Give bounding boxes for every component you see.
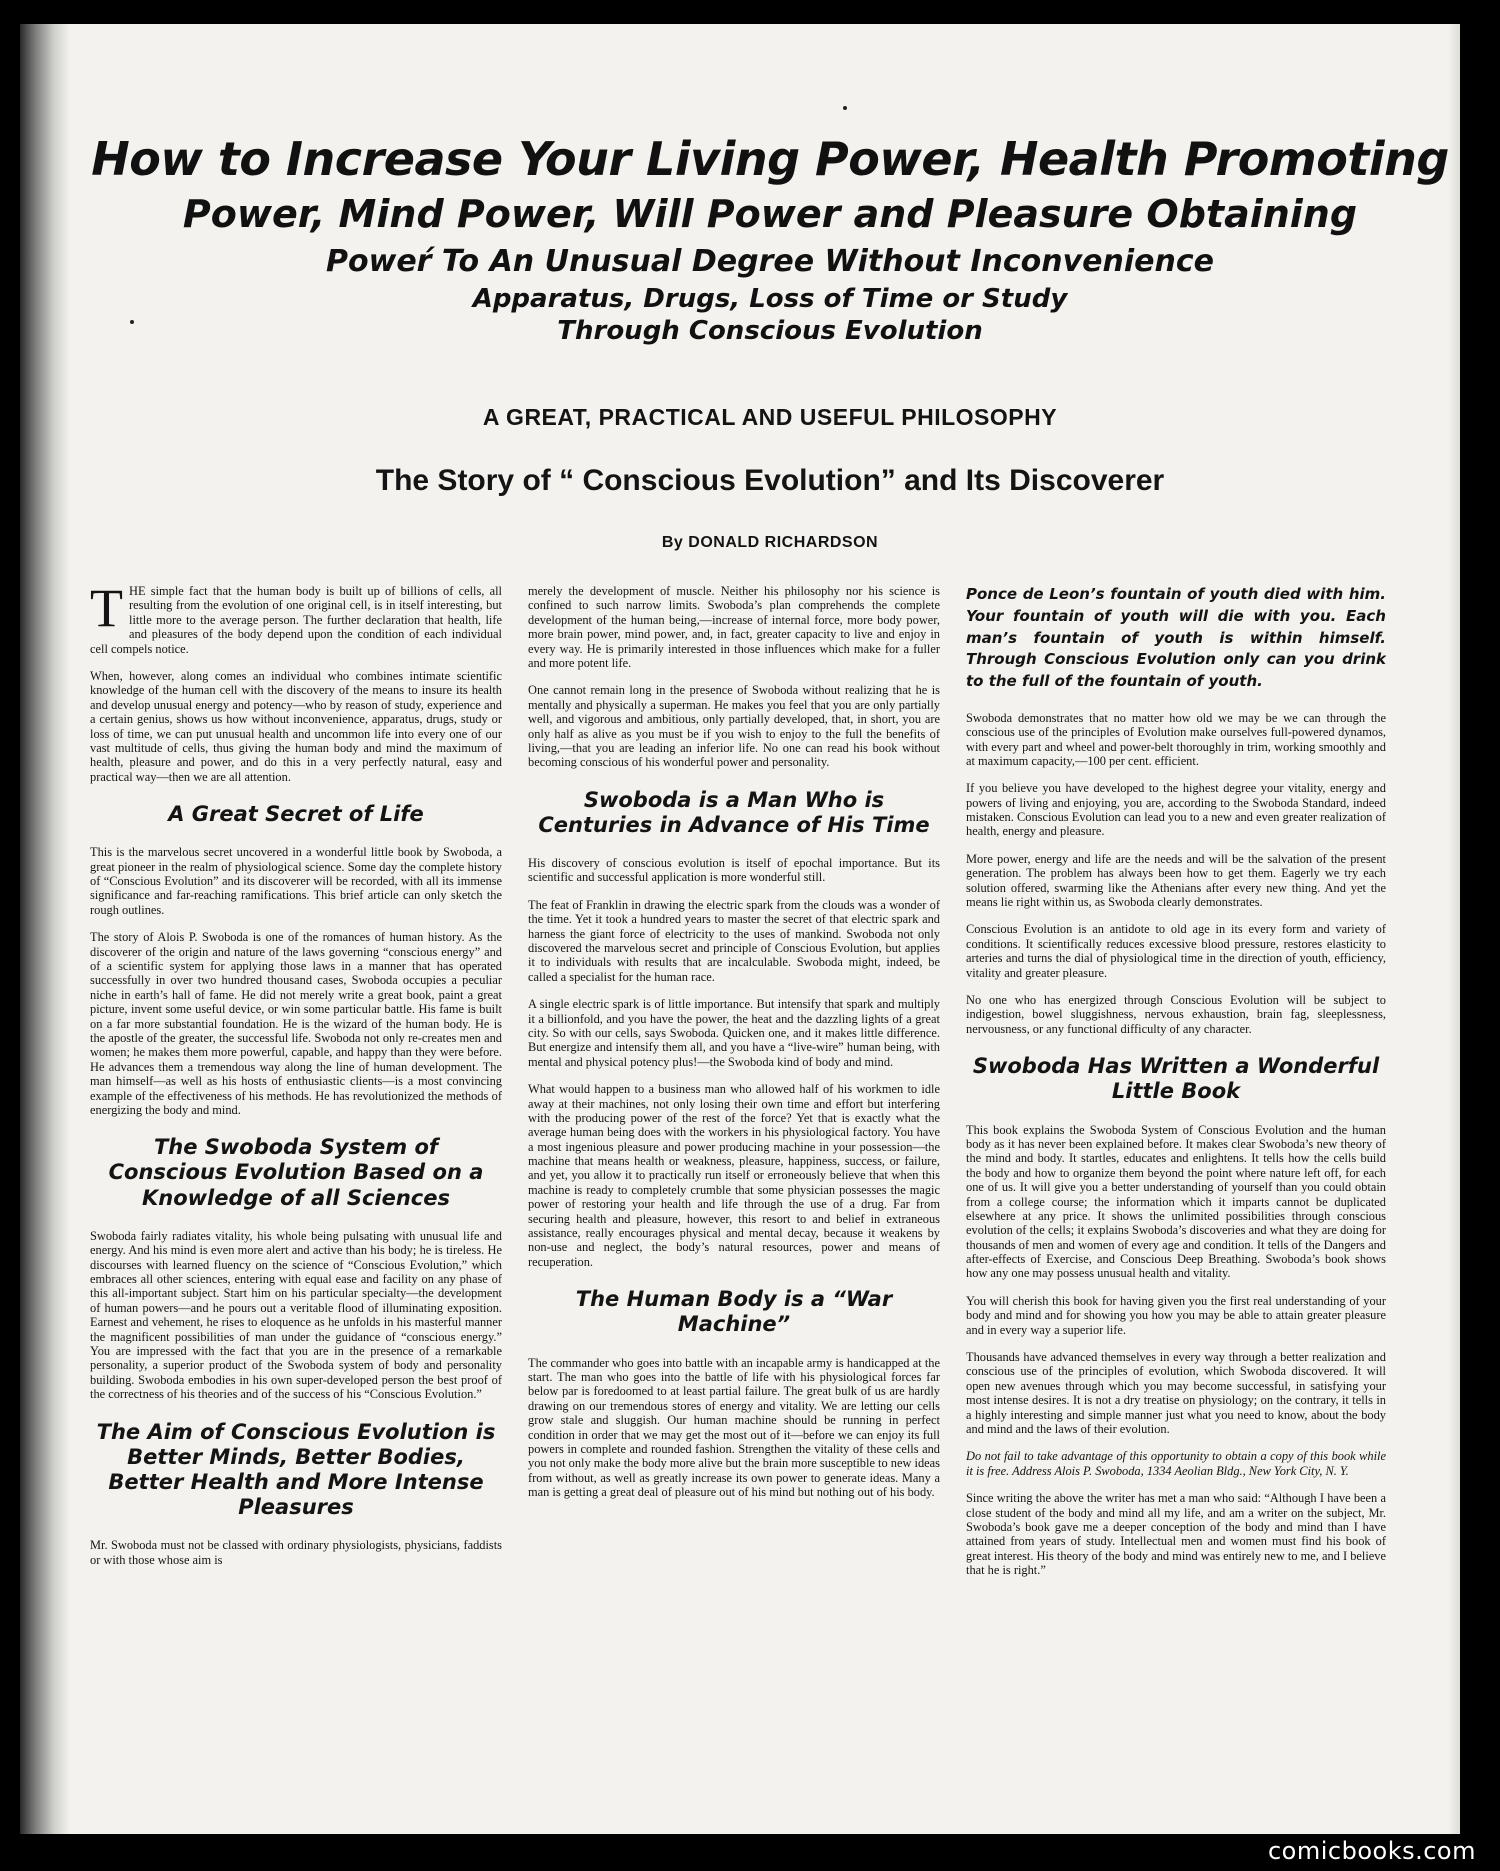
body-paragraph: The story of Alois P. Swoboda is one of the romances of human history. As the discoverer of the origin and nature of the laws governing “conscious energy” and of a scientific system for applying those laws in a manner that has operated successfully in over two hundred thousand cases, Swoboda occupies a peculiar niche in earth’s hall of fame. He did not merely write a great book, paint a great picture, invent some useful device, or win some particular battle. His fame is built on a far more substantial foundation. He is the wizard of the human body. He is the apostle of the greater, the successful life. Swoboda not only re-creates men and women; he makes them more powerful, capable, and happy than they were before. He advances them a tremendous way along the line of human development. The man himself—as well as his hosts of enthusiastic clients—is a most convincing example of the effectiveness of his methods. He has revolutionized the methods of energizing the body and mind. — [90, 930, 502, 1117]
pull-quote: Ponce de Leon’s fountain of youth died with him. Your fountain of youth will die with you. Each man’s fountain of youth is within himself. Through Conscious Evolution only can you drink to the full of the fountain of youth. — [966, 585, 1386, 690]
headline-line-3: Poweŕ To An Unusual Degree Without Inconvenience — [326, 244, 1214, 279]
body-paragraph: The commander who goes into battle with an incapable army is handicapped at the start. The man who goes into the battle of life with his physiological forces far below par is foredoomed to at least partial failure. The great bulk of us are hardly drawing on our tremendous stores of energy and vitality. We are letting our cells grow stale and sluggish. Our human machine should be running in perfect condition in order that we may get the most out of it—before we can enjoy its full powers in complete and rounded fashion. Strengthen the vitality of these cells and you not only make the body more alive but the brain more susceptible to new ideas from without, as well as greatly increase its own power to generate ideas. Many a man is getting a great deal of pleasure out of his mind but nothing out of his body. — [528, 1355, 940, 1500]
body-paragraph: One cannot remain long in the presence of Swoboda without realizing that he is mentally and physically a superman. He makes you feel that you are only partially well, and vigorous and ambitious, only partially developed, that, in short, you are only half as alive as you must be if you wish to enjoy to the full the benefits of living,—that you are leading an inferior life. No one can read his book without becoming conscious of his wonderful power and personality. — [528, 683, 940, 770]
subheading: A Great Secret of Life — [168, 802, 424, 827]
headline-line-5: Through Conscious Evolution — [557, 316, 983, 346]
paragraph-text: HE simple fact that the human body is built up of billions of cells, all resulting from the evolution of one original cell, is in itself interesting, but little more to the average person. The further declaration that health, life and pleasures of the body depend upon the condition of each individual cell compels notice. — [90, 584, 502, 656]
subheading: The Human Body is a “War Machine” — [575, 1287, 893, 1337]
drop-cap: T — [90, 584, 123, 638]
article-column-3 — [966, 584, 1386, 1824]
subheading: Swoboda is a Man Who is Centuries in Advance of His Time — [538, 787, 930, 837]
body-paragraph: This book explains the Swoboda System of Conscious Evolution and the human body as it has never been explained before. It makes clear Swoboda’s new theory of the mind and body. It startles, educates and enlightens. It tells how the cells build the body and how to organize them beyond the point where nature left off, for each one of us. It will give you a better understanding of yourself than you could obtain from a college course; the information which it imparts cannot be duplicated elsewhere at any price. It shows the unlimited possibilities through conscious evolution of the cells; it explains Swoboda’s discoveries and what they are doing for thousands of men and women of every age and condition. It tells of the Dangers and after-effects of Exercise, and Conscious Deep Breathing. Swoboda’s book shows how any one may possess unusual health and vitality. — [966, 1122, 1386, 1281]
subheading: The Aim of Conscious Evolution is Better Minds, Better Bodies, Better Health and More Intense Pleasures — [96, 1419, 496, 1520]
magazine-page — [20, 24, 1460, 1834]
body-paragraph: A single electric spark is of little importance. But intensify that spark and multiply it a billionfold, and you have the power, the heat and the dazzling lights of a great city. So with our cells, says Swoboda. Quicken one, and it makes little difference. But energize and intensify them all, and you have a “live-wire” human being, with mental and physical potency plus!—the Swoboda kind of body and mind. — [528, 997, 940, 1069]
print-speck — [843, 106, 847, 110]
body-paragraph: Swoboda demonstrates that no matter how old we may be we can through the conscious use of the principles of Evolution make ourselves full-powered dynamos, with every part and wheel and power-belt thoroughly in trim, working smoothly and at maximum capacity,—100 per cent. efficient. — [966, 710, 1386, 768]
article-column-1 — [90, 584, 502, 1824]
body-paragraph: Swoboda fairly radiates vitality, his whole being pulsating with unusual life and energy. And his mind is even more alert and active than his body; he is tireless. He discourses with learned fluency on the science of “Conscious Evolution,” which embraces all other sciences, entering with equal ease and facility on any phase of this all-important subject. Start him on his particular specialty—the development of human powers—and he pours out a veritable flood of illuminating exposition. Earnest and vehement, he rises to eloquence as he unfolds in his masterful manner the magnificent possibilities of man under the guidance of “conscious energy.” You are impressed with the fact that you are in the presence of a remarkable personality, a superior product of the Swoboda system of body and personality building. Swoboda embodies in his own super-developed person the best proof of the correctness of his theories and of the success of his “Conscious Evolution.” — [90, 1228, 502, 1402]
page-binding-gutter — [20, 24, 70, 1834]
body-paragraph: Thousands have advanced themselves in every way through a better realization and conscious use of the principles of evolution, which Swoboda discovered. It will open new avenues through which you may become successful, in satisfying your most intense desires. It is not a dry treatise on physiology; on the contrary, it tells in a highly interesting and simple manner just what you need to know, about the body and mind and the laws of their evolution. — [966, 1350, 1386, 1436]
address-note: Do not fail to take advantage of this opportunity to obtain a copy of this book while it is free. Address Alois P. Swoboda, 1334 Aeolian Bldg., New York City, N. Y. — [966, 1449, 1386, 1478]
kicker-heading: A GREAT, PRACTICAL AND USEFUL PHILOSOPHY — [482, 404, 1058, 430]
body-paragraph: More power, energy and life are the needs and will be the salvation of the present generation. The problem has always been how to get them. Eagerly we try each solution offered, swarming like the Athenians after every new thing. And yet the means lie right within us, as Swoboda clearly demonstrates. — [966, 851, 1386, 910]
body-paragraph: You will cherish this book for having given you the first real understanding of your body and mind and for showing you how you may be able to attain greater pleasure and in every way a superior life. — [966, 1293, 1386, 1337]
body-paragraph: merely the development of muscle. Neither his philosophy nor his science is confined to such narrow limits. Swoboda’s plan comprehends the complete development of the human being,—increase of internal force, more body power, more brain power, mind power, and, in fact, greater capacity to live and enjoy in every way. He is primarily interested in those influences which make for a fuller and more potent life. — [528, 584, 940, 670]
story-title: The Story of “ Conscious Evolution” and Its Discoverer — [375, 464, 1165, 497]
headline-line-2: Power, Mind Power, Will Power and Pleasure Obtaining — [182, 192, 1358, 236]
body-paragraph: Since writing the above the writer has met a man who said: “Although I have been a close student of the body and mind all my life, and am a writer on the subject, Mr. Swoboda’s book gave me a deeper conception of the body and mind than I have attained from years of study. Intellectual men and women must find his book of great interest. His theory of the body and mind was entirely new to me, and I believe that he is right.” — [966, 1491, 1386, 1578]
subheading: The Swoboda System of Conscious Evolution Based on a Knowledge of all Sciences — [108, 1135, 484, 1210]
body-paragraph: This is the marvelous secret uncovered in a wonderful little book by Swoboda, a great pioneer in the realm of physiological science. Some day the complete history of “Conscious Evolution” and its discoverer will be recorded, with all its immense significance and far-reaching ramifications. This brief article can only sketch the rough outlines. — [90, 845, 502, 917]
body-paragraph: What would happen to a business man who allowed half of his workmen to idle away at their machines, not only losing their own time and effort but interfering with the producing power of the rest of the force? Yet that is exactly what the average human being does with the workers in his physiological factory. You have a most ingenious pleasure and power producing machine in your possession—the machine that means health or weakness, pleasure, happiness, success, or failure, and yet, you allow it to practically run itself or erroneously believe that when this machine is ready to completely crumble that some physician possesses the magic power of restoring your health and life through the use of a drug. Far from securing health and pleasure, however, this resort to and belief in extraneous assistance, really encourages physical and mental decay, because it weakens by non-use and neglect, the body’s natural resources, power and means of recuperation. — [528, 1082, 940, 1269]
article-column-2 — [528, 584, 940, 1824]
body-paragraph: Mr. Swoboda must not be classed with ordinary physiologists, physicians, faddists or with those whose aim is — [90, 1538, 502, 1567]
body-paragraph: When, however, along comes an individual who combines intimate scientific knowledge of the human cell with the discovery of the means to insure its health and develop unusual energy and potency—who by reason of study, experience and a certain genius, shows us how without inconvenience, apparatus, drugs, study or loss of time, we can put unusual health and uncommon life into every one of our vast multitude of cells, thus giving the human body and mind the maximum of health, pleasure and power, and do this in a very perfectly natural, easy and practical way—then we are all attention. — [90, 668, 502, 784]
site-watermark: comicbooks.com — [1267, 1837, 1476, 1865]
body-paragraph: His discovery of conscious evolution is itself of epochal importance. But its scientific and successful application is more wonderful still. — [528, 856, 940, 885]
body-paragraph — [90, 584, 502, 656]
byline: By DONALD RICHARDSON — [661, 534, 879, 551]
body-paragraph: Conscious Evolution is an antidote to old age in its every form and variety of conditions. It scientifically reduces excessive blood pressure, restores elasticity to arteries and turns the dial of physiological time in the direction of youth, efficiency, vitality and greater pleasure. — [966, 922, 1386, 980]
body-paragraph: If you believe you have developed to the highest degree your vitality, energy and powers of living and enjoying, you are, according to the Swoboda Standard, indeed mistaken. Conscious Evolution can lead you to a new and even greater realization of health, energy and pleasure. — [966, 781, 1386, 839]
body-paragraph: The feat of Franklin in drawing the electric spark from the clouds was a wonder of the time. Yet it took a hundred years to master the secret of that electric spark and harness the giant force of electricity to the uses of mankind. Swoboda not only discovered the marvelous secret and principle of Conscious Evolution, but applies it to individuals with results that are incalculable. Swoboda might, indeed, be called a specialist for the human race. — [528, 897, 940, 984]
body-paragraph: No one who has energized through Conscious Evolution will be subject to indigestion, bowel sluggishness, nervous exhaustion, brain fag, sleeplessness, nervousness, or any functional difficulty of any character. — [966, 993, 1386, 1036]
subheading: Swoboda Has Written a Wonderful Little Book — [972, 1054, 1380, 1104]
headline-line-4: Apparatus, Drugs, Loss of Time or Study — [472, 284, 1068, 314]
headline-line-1: How to Increase Your Living Power, Health Promoting — [91, 132, 1449, 186]
